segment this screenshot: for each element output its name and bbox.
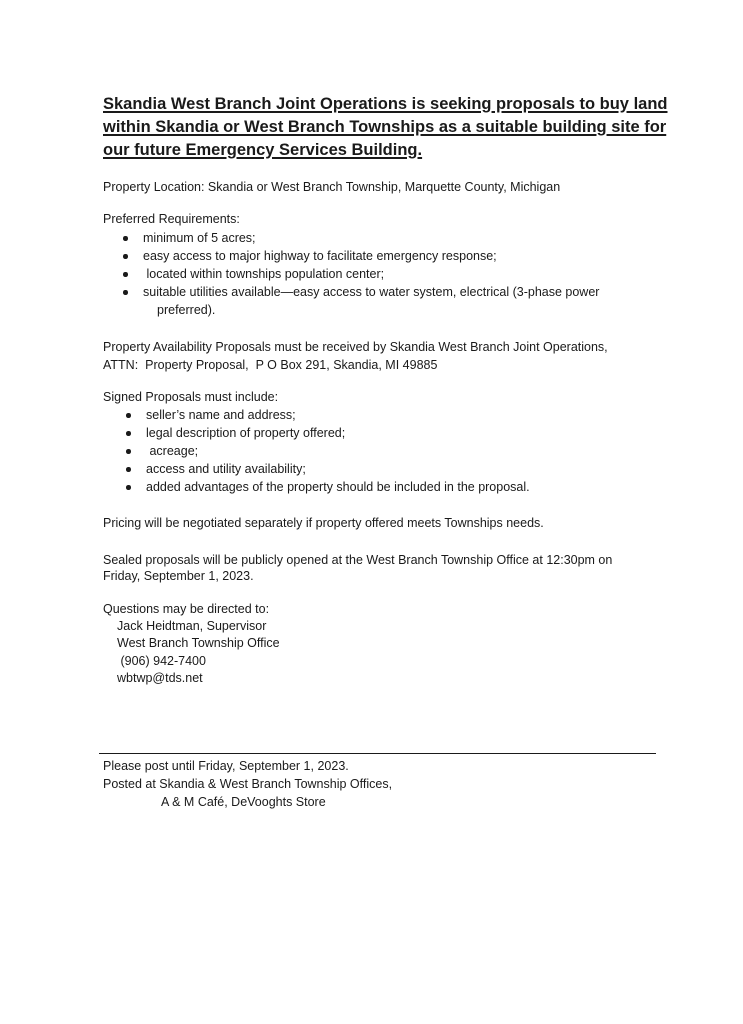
bullet-icon	[126, 467, 131, 472]
footer-locations: A & M Café, DeVooghts Store	[161, 795, 326, 809]
list-item: seller’s name and address;	[124, 406, 530, 424]
bullet-icon	[126, 431, 131, 436]
questions-title: Questions may be directed to:	[103, 602, 270, 616]
bullet-icon	[123, 236, 128, 241]
heading-line-3: our future Emergency Services Building.	[103, 141, 423, 159]
heading-line-2: within Skandia or West Branch Townships as a suitable building site for	[103, 118, 667, 136]
list-item: minimum of 5 acres;	[121, 229, 599, 247]
bullet-icon	[123, 290, 128, 295]
property-location: Property Location: Skandia or West Branch Township, Marquette County, Michigan	[103, 180, 561, 194]
requirements-title: Preferred Requirements:	[103, 212, 240, 226]
list-item: acreage;	[124, 442, 530, 460]
bullet-icon	[126, 449, 131, 454]
list-item: added advantages of the property should be included in the proposal.	[124, 478, 530, 496]
list-item: legal description of property offered;	[124, 424, 530, 442]
availability-line-2: ATTN: Property Proposal, P O Box 291, Skandia, MI 49885	[103, 358, 438, 372]
footer-divider	[99, 753, 656, 754]
bullet-icon	[126, 413, 131, 418]
pricing-note: Pricing will be negotiated separately if property offered meets Townships needs.	[103, 516, 544, 530]
bullet-icon	[123, 254, 128, 259]
sealed-line-2: Friday, September 1, 2023.	[103, 569, 254, 583]
bullet-icon	[126, 485, 131, 490]
contact-email: wbtwp@tds.net	[117, 671, 203, 685]
list-item: located within townships population center;	[121, 265, 599, 283]
list-item: access and utility availability;	[124, 460, 530, 478]
signed-list	[124, 406, 530, 496]
bullet-icon	[123, 272, 128, 277]
list-item: easy access to major highway to facilitate emergency response;	[121, 247, 599, 265]
contact-name: Jack Heidtman, Supervisor	[117, 619, 267, 633]
contact-phone: (906) 942-7400	[117, 654, 206, 668]
contact-office: West Branch Township Office	[117, 636, 280, 650]
footer-post-until: Please post until Friday, September 1, 2023.	[103, 759, 349, 773]
sealed-line-1: Sealed proposals will be publicly opened at the West Branch Township Office at 12:30pm on	[103, 553, 613, 567]
footer-posted-at: Posted at Skandia & West Branch Township Offices,	[103, 777, 393, 791]
notice-heading	[103, 93, 673, 162]
list-item: suitable utilities available—easy access to water system, electrical (3-phase power preferred).	[121, 283, 599, 319]
heading-line-1: Skandia West Branch Joint Operations is seeking proposals to buy land	[103, 95, 668, 113]
signed-title: Signed Proposals must include:	[103, 390, 279, 404]
requirements-list	[121, 229, 599, 319]
availability-line-1: Property Availability Proposals must be received by Skandia West Branch Joint Operations,	[103, 340, 608, 354]
